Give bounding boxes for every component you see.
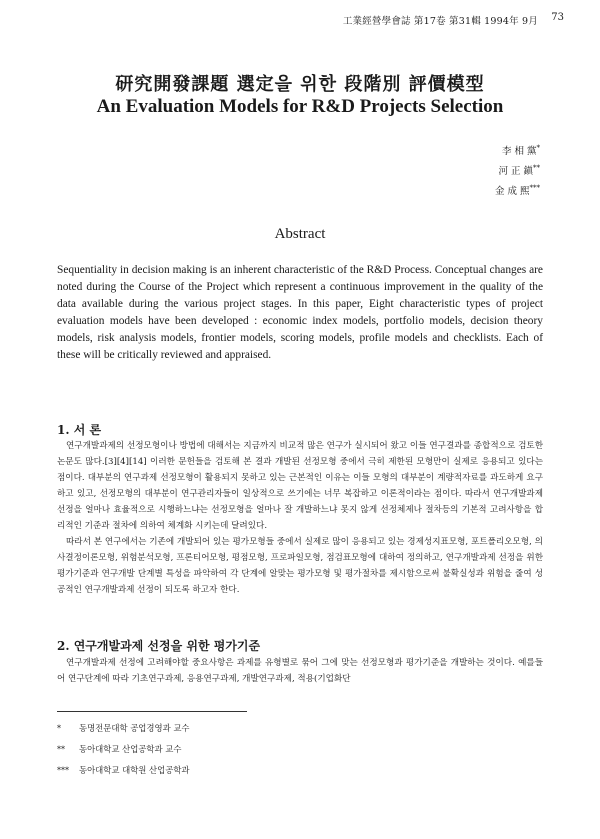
author: 李 相 黨*	[501, 144, 540, 158]
paragraph: 연구개발과제 선정에 고려해야할 중요사항은 과제를 유형별로 묶어 그에 맞는 선정모형과 평가기준을 개발하는 것이다. 예를들어 연구단계에 따라 기초연구과제, 응용연구과제, 개발연구과제, 적용(기업화단	[57, 658, 543, 684]
title-korean: 研究開發課題 選定을 위한 段階別 評價模型	[115, 74, 485, 95]
author: 河 正 鎭**	[498, 164, 540, 178]
abstract-text: Sequentiality in decision making is an inherent characteristic of the R&D Process. Conceptual changes are noted during the Course of the Project which represent a continuous improvement in the quality of the data available during the various project stages. In this paper, Eight characteristic types of project evaluation models have been developed : economic index models, portfolio models, decision theory models, risk analysis models, frontier models, scoring models, profile models and checklists. Each of these will be critically reviewed and appraised.	[57, 264, 543, 361]
author: 金 成 熙***	[494, 184, 540, 198]
footnote: ** 동아대학교 산업공학과 교수	[57, 744, 182, 754]
footnote: *** 동아대학교 대학원 산업공학과	[57, 765, 190, 775]
page-number: 73	[551, 12, 564, 23]
footnote-rule	[57, 711, 247, 712]
abstract-heading: Abstract	[274, 226, 326, 242]
running-header: 工業經營學會誌 第17卷 第31輯 1994年 9月	[342, 16, 538, 27]
author-list	[495, 140, 540, 200]
section-1-heading: 1. 서 론	[57, 423, 102, 437]
footnotes	[57, 718, 190, 781]
section-2-heading: 2. 연구개발과제 선정을 위한 평가기준	[57, 639, 261, 653]
title-english: An Evaluation Models for R&D Projects Selection	[96, 96, 504, 117]
paragraph: 따라서 본 연구에서는 기존에 개발되어 있는 평가모형들 중에서 실제로 많이 응용되고 있는 경제성지표모형, 포트폴리오모형, 의사결정이론모형, 위험분석모형, 프론티어모형, 평점모형, 프로파일모형, 점검표모형에 대하여 정의하고, 연구개발과제 선정을 위한 평가기준과 연구개발 단계별 특성을 파악하여 각 단계에 알맞는 평가모형 및 평가절차를 제시함으로써 불확실성과 위험을 줄여 성공적인 연구개발과제 선정이 되도록 하고자 한다.	[57, 537, 543, 595]
section-1-body	[57, 438, 543, 598]
paragraph: 연구개발과제의 선정모형이나 방법에 대해서는 지금까지 비교적 많은 연구가 실시되어 왔고 이들 연구결과를 종합적으로 검토한 논문도 많다.[3][4][14] 이러한 문헌들을 검토해 본 결과 개발된 선정모형 중에서 극히 제한된 모형만이 실제로 응용되고 있다는 점이다. 대부분의 연구과제 선정모형이 활용되지 못하고 있는 근본적인 이유는 이들 모형의 대부분이 계량적자료를 과도하게 요구하고 있고, 선정모형의 대부분이 연구관리자들이 일상적으로 쓰기에는 너무 복잡하고 이론적이라는 점이다. 따라서 연구개발과제 선정을 얼마나 효율적으로 시행하느냐는 선정모형을 얼마나 잘 개발하느냐 못지 않게 선정체제나 절차등의 기본적 고려사항을 합리적인 기준과 절차에 의하여 체계화 시키는데 달려있다.	[57, 441, 543, 531]
footnote: * 동명전문대학 공업경영과 교수	[57, 723, 190, 733]
section-2-body	[57, 655, 543, 687]
